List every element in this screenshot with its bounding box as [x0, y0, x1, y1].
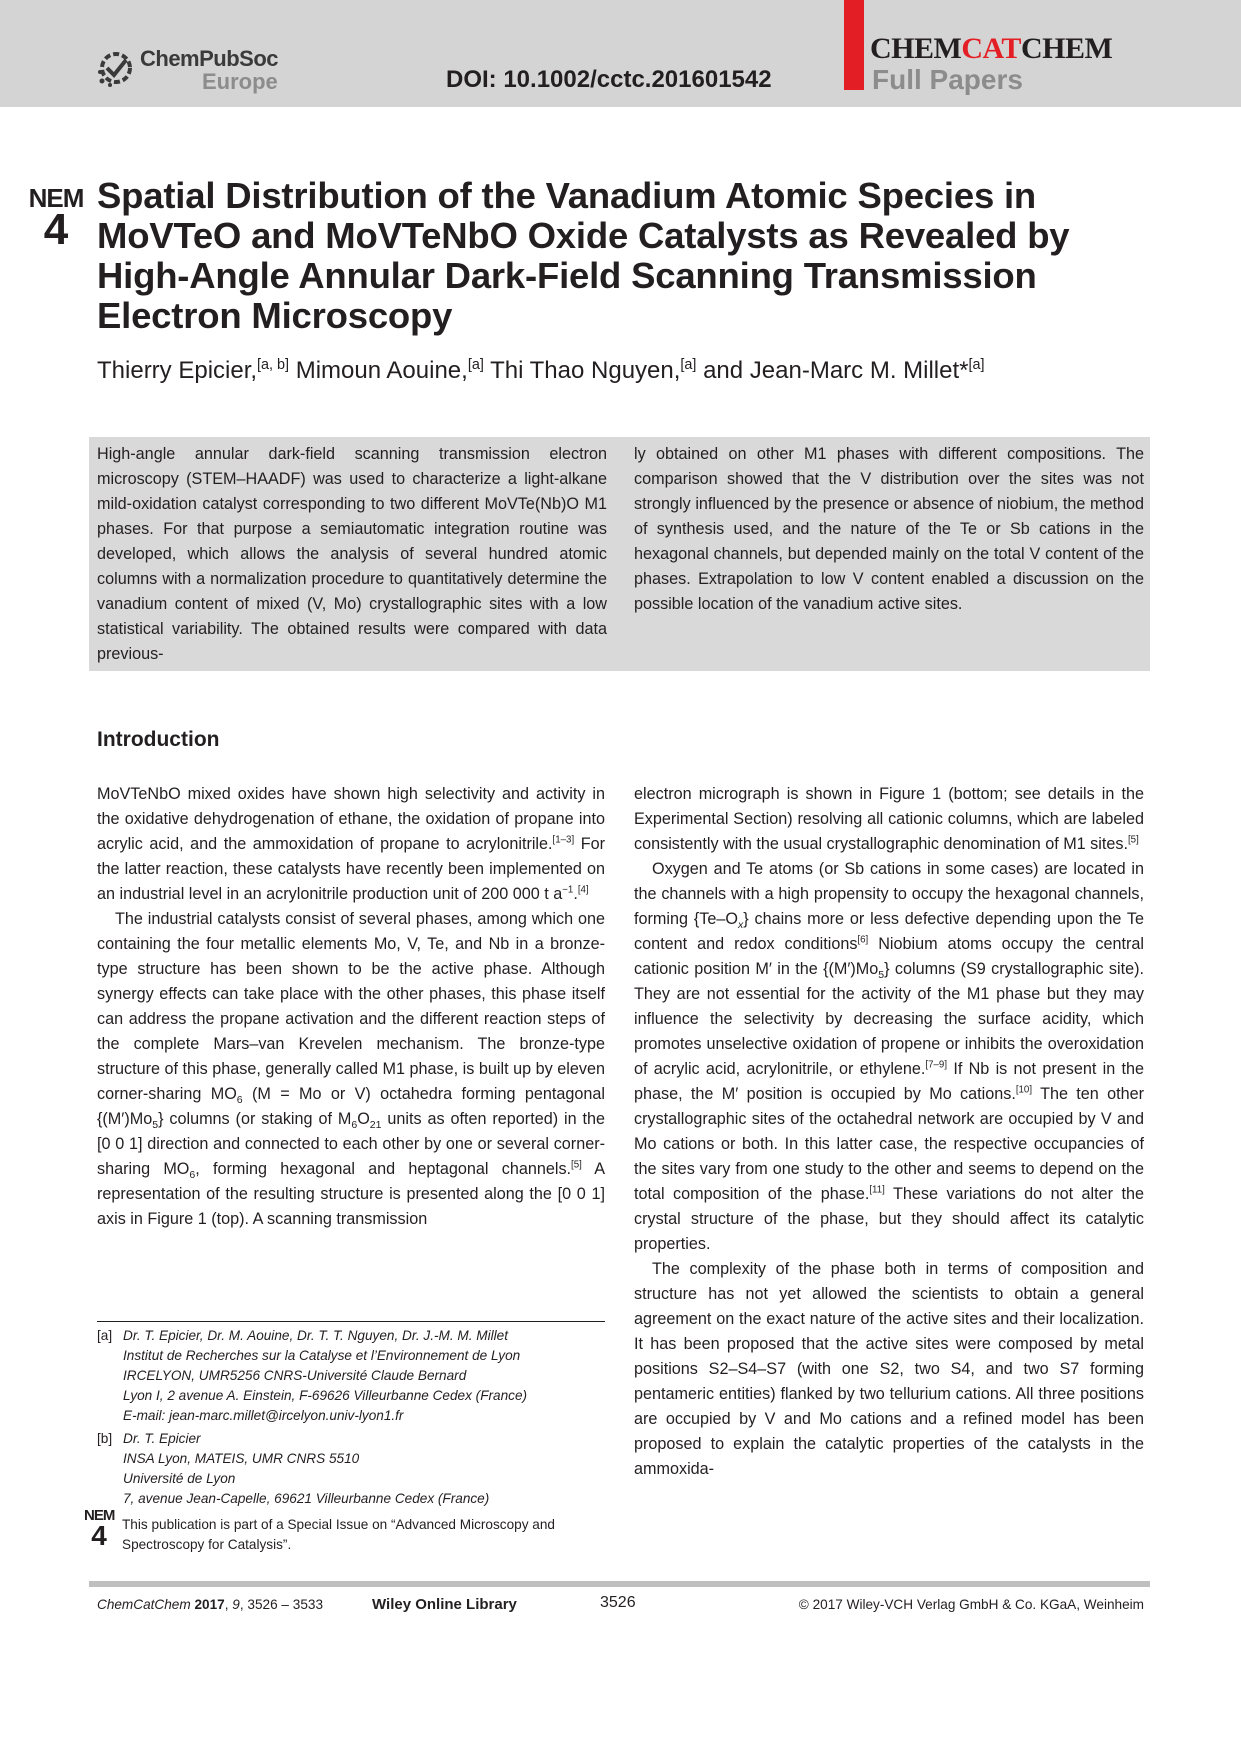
paragraph: electron micrograph is shown in Figure 1 (bottom; see details in the Experimental Section) resolving all cationic columns, which are labeled consistently with the usual crystallographic denomination of M1 sites.[5] [634, 785, 1144, 853]
affiliation-line: INSA Lyon, MATEIS, UMR CNRS 5510 [123, 1451, 360, 1466]
affiliation-line: Institut de Recherches sur la Catalyse et l’Environnement de Lyon [123, 1348, 521, 1363]
citation: [5] [571, 1159, 582, 1171]
citation: [1–3] [552, 834, 575, 846]
badge-number: 4 [91, 1520, 107, 1551]
footer-journal: ChemCatChem [97, 1597, 191, 1612]
special-issue-badge-icon [84, 1507, 115, 1551]
journal-accent-strip [844, 0, 864, 90]
author-name: and Jean-Marc M. Millet* [703, 357, 969, 384]
copyright: © 2017 Wiley-VCH Verlag GmbH & Co. KGaA, Weinheim [798, 1597, 1144, 1612]
affiliation-tag: [b] [97, 1431, 113, 1446]
citation: [5] [1127, 834, 1139, 846]
section-heading-introduction: Introduction [97, 728, 220, 751]
abstract-right-column: ly obtained on other M1 phases with different compositions. The comparison showed that the V distribution over the sites was not strongly influenced by the presence or absence of niobium, the method of synthesis used, and the nature of the Te or Sb cations in the hexagonal channels, but depended mainly on the total V content of the phases. Extrapolation to low V content enabled a discussion on the possible location of the vanadium active sites. [634, 445, 1144, 613]
journal-name-part2: CAT [961, 32, 1021, 65]
special-issue-note: This publication is part of a Special Issue on “Advanced Microscopy and Spectroscopy for Catalysis”. [122, 1517, 555, 1552]
author-affiliation: [a] [680, 357, 697, 373]
citation-line: ChemCatChem 2017, 9, 3526 – 3533 [97, 1597, 324, 1612]
affiliation-line: Lyon I, 2 avenue A. Einstein, F-69626 Villeurbanne Cedex (France) [123, 1388, 528, 1403]
affiliation-line: Université de Lyon [123, 1471, 236, 1486]
journal-name-part1: CHEM [870, 32, 962, 65]
author-name: Thierry Epicier, [97, 357, 258, 384]
body-column-left [97, 782, 605, 1232]
paragraph: MoVTeNbO mixed oxides have shown high selectivity and activity in the oxidative dehydrogenation of ethane, the oxidation of propane into acrylic acid, and the ammoxidation of propane to acrylonitrile.[1–3] For the latter reaction, these catalysts have recently been implemented on an industrial level in an acrylonitrile production unit of 200 000 t $a^{-1}.[4]$ [97, 785, 605, 903]
badge-label: NEM [84, 1507, 115, 1524]
footnote-divider [97, 1321, 605, 1322]
footer-volume: 9 [232, 1597, 240, 1612]
article-type: Full Papers [872, 64, 1023, 95]
badge-number: 4 [43, 205, 69, 254]
affiliation-line: IRCELYON, UMR5256 CNRS-Université Claude Bernard [123, 1368, 467, 1383]
society-name-line2: Europe [202, 69, 278, 94]
author-affiliation: [a] [968, 357, 985, 373]
citation: [6] [857, 934, 869, 946]
author-affiliation: [a, b] [257, 357, 290, 373]
article-title: Spatial Distribution of the Vanadium Atomic Species in MoVTeO and MoVTeNbO Oxide Catalysts as Revealed by High-Angle Annular Dark-Field Scanning Transmission Electron Microscopy [97, 175, 1070, 336]
affiliation-tag: [a] [97, 1328, 113, 1343]
body-column-right [634, 782, 1144, 1482]
doi: DOI: 10.1002/cctc.201601542 [446, 66, 772, 93]
author-name: Thi Thao Nguyen, [490, 357, 681, 384]
author-list [97, 355, 1147, 387]
journal-name-part3: CHEM [1020, 32, 1113, 65]
citation: [11] [869, 1184, 885, 1196]
affiliation-line: 7, avenue Jean-Capelle, 69621 Villeurbanne Cedex (France) [123, 1491, 490, 1506]
badge-label: NEM [28, 183, 84, 213]
journal-logo [870, 32, 1112, 66]
society-name-line1: ChemPubSoc [140, 46, 279, 71]
chempubsoc-logo [96, 44, 296, 96]
affiliation-email[interactable]: E-mail: jean-marc.millet@ircelyon.univ-lyon1.fr [123, 1408, 404, 1423]
footer-year: 2017 [194, 1597, 225, 1612]
footer-pages: 3526 – 3533 [247, 1597, 324, 1612]
paragraph: The industrial catalysts consist of several phases, among which one containing the four metallic elements Mo, V, Te, and Nb in a bronze-type structure has been shown to be the active phase. Although synergy effects can take place with the other phases, this phase itself can address the propane activation and the different reaction steps of the complete Mars–van Krevelen mechanism. The bronze-type structure of this phase, generally called M1 phase, is built up by eleven corner-sharing $MO_6$ (M = Mo or V) octahedra forming pentagonal $\{(M')Mo_5\}$ columns (or staking of $M_6O_{21}$ units as often reported) in the [0 0 1] direction and connected to each other by one or several corner-sharing $MO_6$, forming hexagonal and heptagonal channels.[5] A representation of the resulting structure is presented along the [0 0 1] axis in Figure 1 (top). A scanning transmission [97, 910, 606, 1228]
special-issue-badge-icon [24, 183, 88, 254]
abstract-left-column: High-angle annular dark-field scanning transmission electron microscopy (STEM–HAADF) was used to characterize a light-alkane mild-oxidation catalyst corresponding to two different MoVTe(Nb)O M1 phases. For that purpose a semiautomatic integration routine was developed, which allows the analysis of several hundred atomic columns with a normalization procedure to quantitatively determine the vanadium content of mixed (V, Mo) crystallographic sites with a low statistical variability. The obtained results were compared with data previous- [97, 445, 607, 663]
footer-divider [89, 1581, 1150, 1587]
citation: [10] [1015, 1084, 1033, 1096]
wiley-online-library-link[interactable]: Wiley Online Library [372, 1596, 517, 1613]
society-emblem-icon [96, 48, 136, 88]
citation: [4] [577, 884, 589, 896]
affiliation-line: Dr. T. Epicier [123, 1431, 201, 1446]
affiliation-a [97, 1326, 605, 1426]
author-name: Mimoun Aouine, [295, 357, 468, 384]
paragraph: Oxygen and Te atoms (or Sb cations in some cases) are located in the channels with a high propensity to occupy the hexagonal channels, forming $\{Te-O_x\}$ chains more or less defective depending upon the Te content and redox conditions[6] Niobium atoms occupy the central cationic position M′ in the $\{(M')Mo_5\}$ columns (S9 crystallographic site). They are not essential for the activity of the M1 phase but they may influence the selectivity by decreasing the surface acidity, which promotes unselective oxidation of propene or inhibits the overoxidation of acrylic acid, acrylonitrile, or ethylene.[7–9] If Nb is not present in the phase, the M′ position is occupied by Mo cations.[10] The ten other crystallographic sites of the octahedral network are occupied by V and Mo cations or both. In this latter case, the respective occupancies of the sites vary from one study to the other and seems to depend on the total composition of the phase.[11] These variations do not alter the crystal structure of the phase, but they should affect its catalytic properties. [634, 860, 1145, 1253]
affiliation-line: Dr. T. Epicier, Dr. M. Aouine, Dr. T. T. Nguyen, Dr. J.-M. M. Millet [123, 1328, 508, 1343]
citation: [7–9] [925, 1059, 948, 1071]
affiliation-b [97, 1429, 605, 1509]
page-number: 3526 [600, 1594, 636, 1611]
paragraph: The complexity of the phase both in terms of composition and structure has not yet allowed the scientists to obtain a general agreement on the exact nature of the active sites and their localization. It has been proposed that the active sites were composed by metal positions S2–S4–S7 (with one S2, two S4, and two S7 forming pentameric entities) flanked by two tellurium cations. All three positions are occupied by V and Mo cations and a refined model has been proposed to explain the catalytic properties of the catalysts in the ammoxida- [634, 1260, 1144, 1478]
author-affiliation: [a] [467, 357, 484, 373]
